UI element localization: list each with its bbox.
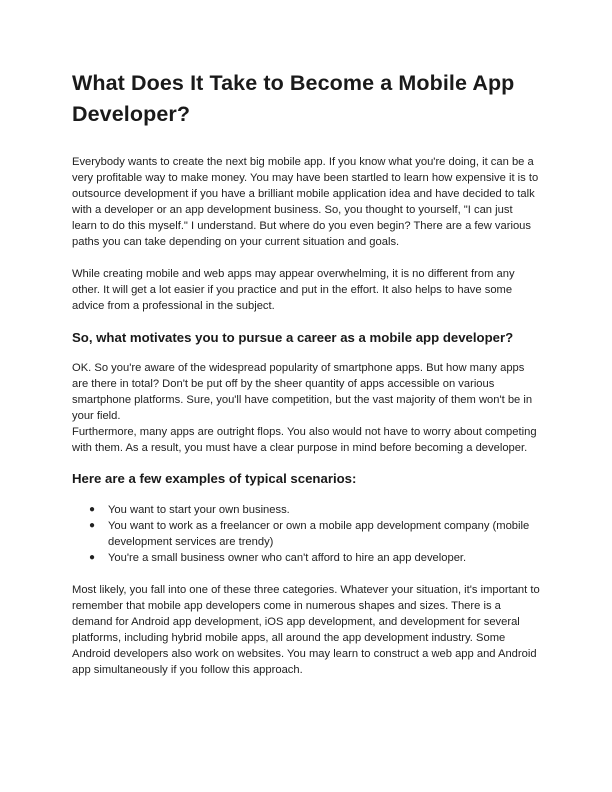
popularity-paragraph: OK. So you're aware of the widespread popularity of smartphone apps. But how many apps are there in total? Don't be put off by the sheer quantity of apps accessible on various smartphone platforms. Sure, you'll have competition, but the vast majority of them won't be in your field. bbox=[72, 362, 533, 422]
intro-paragraph: Everybody wants to create the next big mobile app. If you know what you're doing, it can be a very profitable way to make money. You may have been startled to learn how expensive it is to outsource development if you have a brilliant mobile application idea and have decided to talk with a developer or an app development business. So, you thought to yourself, "I can just learn to do this myself." I understand. But where do you even begin? There are a few various paths you can take depending on your current situation and goals. bbox=[72, 156, 539, 248]
flops-paragraph: Furthermore, many apps are outright flops. You also would not have to worry about competing with them. As a result, you must have a clear purpose in mind before becoming a developer. bbox=[72, 426, 537, 454]
section-heading-scenarios: Here are a few examples of typical scenarios: bbox=[72, 471, 357, 486]
bullet-icon: ● bbox=[89, 504, 96, 515]
list-item bbox=[72, 550, 540, 566]
section-heading-motivation: So, what motivates you to pursue a career as a mobile app developer? bbox=[72, 330, 514, 345]
scenarios-list bbox=[72, 502, 540, 566]
advice-paragraph: While creating mobile and web apps may appear overwhelming, it is no different from any other. It will get a lot easier if you practice and put in the effort. It also helps to have some advice from a professional in the subject. bbox=[72, 268, 515, 312]
list-item-text: You're a small business owner who can't afford to hire an app developer. bbox=[108, 552, 467, 564]
page-title: What Does It Take to Become a Mobile App Developer? bbox=[72, 71, 515, 126]
list-item bbox=[72, 518, 540, 550]
closing-paragraph: Most likely, you fall into one of these three categories. Whatever your situation, it's important to remember that mobile app developers come in numerous shapes and sizes. There is a demand for Android app development, iOS app development, and development for several platforms, including hybrid mobile apps, all around the app development industry. Some Android developers also work on websites. You may learn to construct a web app and Android app simultaneously if you follow this approach. bbox=[72, 584, 540, 676]
bullet-icon: ● bbox=[89, 552, 96, 563]
bullet-icon: ● bbox=[89, 520, 96, 531]
list-item-text: You want to start your own business. bbox=[108, 504, 290, 516]
list-item bbox=[72, 502, 540, 518]
document-page bbox=[72, 68, 540, 678]
list-item-text: You want to work as a freelancer or own a mobile app development company (mobile development services are trendy) bbox=[108, 520, 530, 548]
